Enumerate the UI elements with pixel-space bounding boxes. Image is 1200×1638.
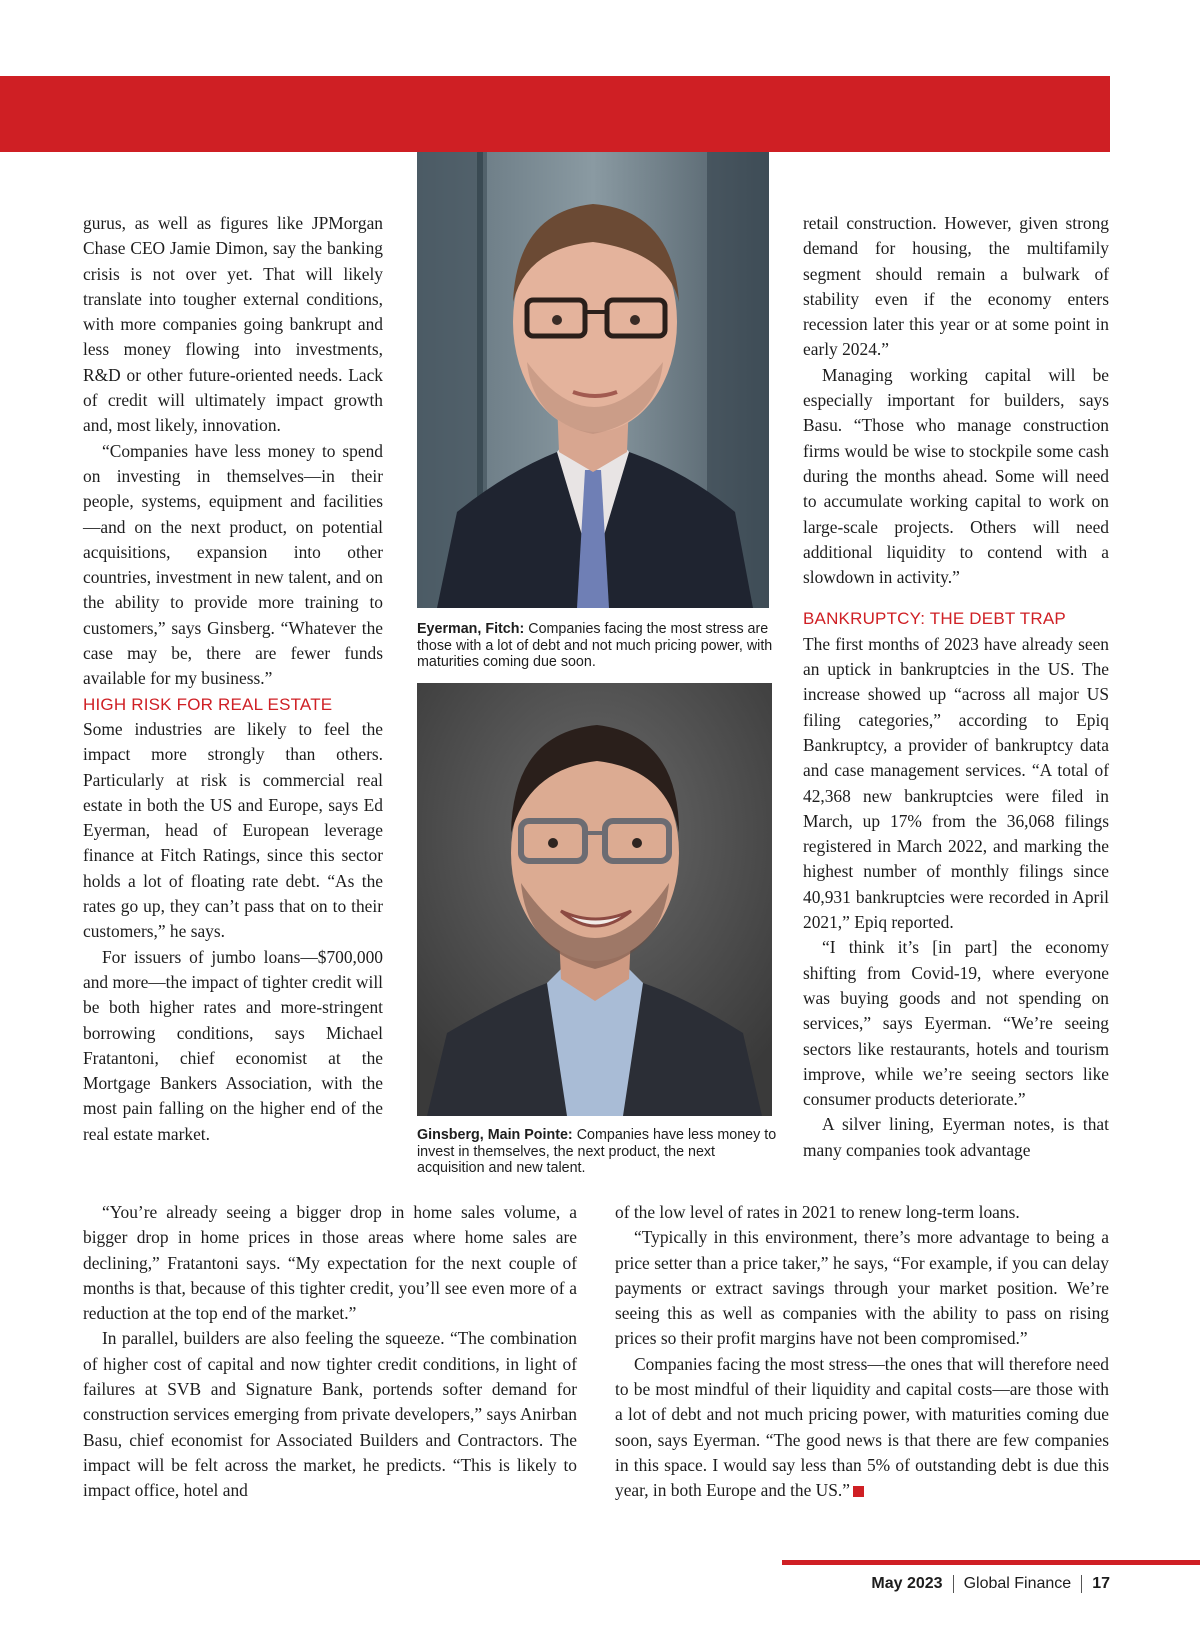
paragraph: “Companies have less money to spend on investing in themselves—in their people, systems, equipment and facilities—and on the next product, on potential acquisitions, expansion into other countries, investment in new talent, and on the ability to provide more training to customers,” says Ginsberg. “Whatever the case may be, there are fewer funds available for my business.” [83, 440, 383, 689]
caption-name: Eyerman, Fitch: [417, 621, 525, 637]
end-mark [853, 1486, 864, 1497]
paragraph-text: Companies facing the most stress—the ones that will therefore need to be most mindful of their liquidity and capital costs—are those with a lot of debt and not much pricing power, with maturities coming due soon, says Eyerman. “The good news is that there are few companies in this space. I would say less than 5% of outstanding debt is due this year, in both Europe and the US.” [615, 1353, 1109, 1501]
section-heading-bankruptcy: BANKRUPTCY: THE DEBT TRAP [803, 609, 1066, 629]
paragraph: Some industries are likely to feel the impact more strongly than others. Particularly at risk is commercial real estate in both the US and Europe, says Ed Eyerman, head of European leverage finance at Fitch Ratings, since this sector holds a lot of floating rate debt. “As the rates go up, they can’t pass that on to their customers,” he says. [83, 718, 383, 942]
paragraph: “You’re already seeing a bigger drop in home sales volume, a bigger drop in home prices in those areas where home sales are declining,” Fratantoni says. “My expectation for the next couple of months is that, because of this tighter credit, you’ll see even more of a reduction at the top end of the market.” [83, 1202, 577, 1324]
footer-separator [1081, 1575, 1082, 1593]
header-banner [0, 76, 1110, 152]
caption-text: Companies facing the most stress are those with a lot of debt and not much pricing power, with maturities coming due soon. [417, 621, 773, 670]
photo-eyerman [417, 152, 769, 608]
bottom-left-column [83, 1200, 577, 1504]
bottom-right-column [615, 1200, 1109, 1504]
caption-eyerman [417, 621, 777, 671]
paragraph: The first months of 2023 have already seen an uptick in bankruptcies in the US. The increase showed up “across all major US filing categories,” according to Epiq Bankruptcy, a provider of bankruptcy data and case management services. “A total of 42,368 new bankruptcies were filed in March, up 17% from the 36,068 filings registered in March 2022, and marking the highest number of monthly filings since 40,931 bankruptcies were recorded in April 2021,” Epiq reported. [803, 633, 1109, 933]
paragraph [615, 1352, 1109, 1504]
paragraph: For issuers of jumbo loans—$700,000 and more—the impact of tighter credit will be both higher rates and more-stringent borrowing conditions, says Michael Fratantoni, chief economist at the Mortgage Bankers Association, with the most pain falling on the higher end of the real estate market. [83, 946, 383, 1144]
left-column [83, 211, 383, 1147]
paragraph: retail construction. However, given strong demand for housing, the multifamily segment should remain a bulwark of stability even if the economy enters recession later this year or at some point in early 2024.” [803, 213, 1109, 360]
caption-ginsberg [417, 1127, 777, 1177]
footer-separator [953, 1575, 954, 1593]
ginsberg-portrait [417, 683, 772, 1116]
paragraph: “I think it’s [in part] the economy shifting from Covid-19, where everyone was buying goods and not spending on services,” says Eyerman. “We’re seeing sectors like restaurants, hotels and tourism improve, while we’re seeing sectors like consumer products deteriorate.” [803, 937, 1109, 1110]
page-number: 17 [1092, 1575, 1110, 1592]
section-heading-real-estate: HIGH RISK FOR REAL ESTATE [83, 694, 333, 714]
paragraph: In parallel, builders are also feeling the squeeze. “The combination of higher cost of capital and now tighter credit conditions, in light of failures at SVB and Signature Bank, portends softer demand for construction services emerging from private developers,” says Anirban Basu, chief economist for Associated Builders and Contractors. The impact will be felt across the market, he predicts. “This is likely to impact office, hotel and [83, 1328, 577, 1501]
paragraph: of the low level of rates in 2021 to renew long-term loans. [615, 1202, 1020, 1222]
paragraph: gurus, as well as figures like JPMorgan Chase CEO Jamie Dimon, say the banking crisis is not over yet. That will likely translate into tougher external conditions, with more companies going bankrupt and less money flowing into investments, R&D or other future-oriented needs. Lack of credit will ultimately impact growth and, most likely, innovation. [83, 213, 383, 436]
paragraph: Managing working capital will be especially important for builders, says Basu. “Those who manage construction firms would be wise to stockpile some cash during the months ahead. Some will need to accumulate working capital to work on large-scale projects. Others will need additional liquidity to contend with a slowdown in activity.” [803, 364, 1109, 588]
paragraph: “Typically in this environment, there’s more advantage to being a price setter than a price taker,” he says, “For example, if you can delay payments or extract savings through your market position. We’re seeing this as well as companies with the ability to pass on rising prices so their profit margins have not been compromised.” [615, 1227, 1109, 1349]
right-column [803, 211, 1109, 1163]
footer-publication: Global Finance [963, 1575, 1072, 1592]
page-footer [871, 1575, 1110, 1593]
footer-date: May 2023 [871, 1575, 943, 1592]
footer-rule [782, 1560, 1200, 1565]
caption-name: Ginsberg, Main Pointe: [417, 1127, 573, 1143]
caption-text: Companies have less money to invest in themselves, the next product, the next acquisition and new talent. [417, 1127, 777, 1176]
paragraph: A silver lining, Eyerman notes, is that many companies took advantage [803, 1114, 1109, 1160]
eyerman-portrait [417, 152, 769, 608]
photo-ginsberg [417, 683, 772, 1116]
